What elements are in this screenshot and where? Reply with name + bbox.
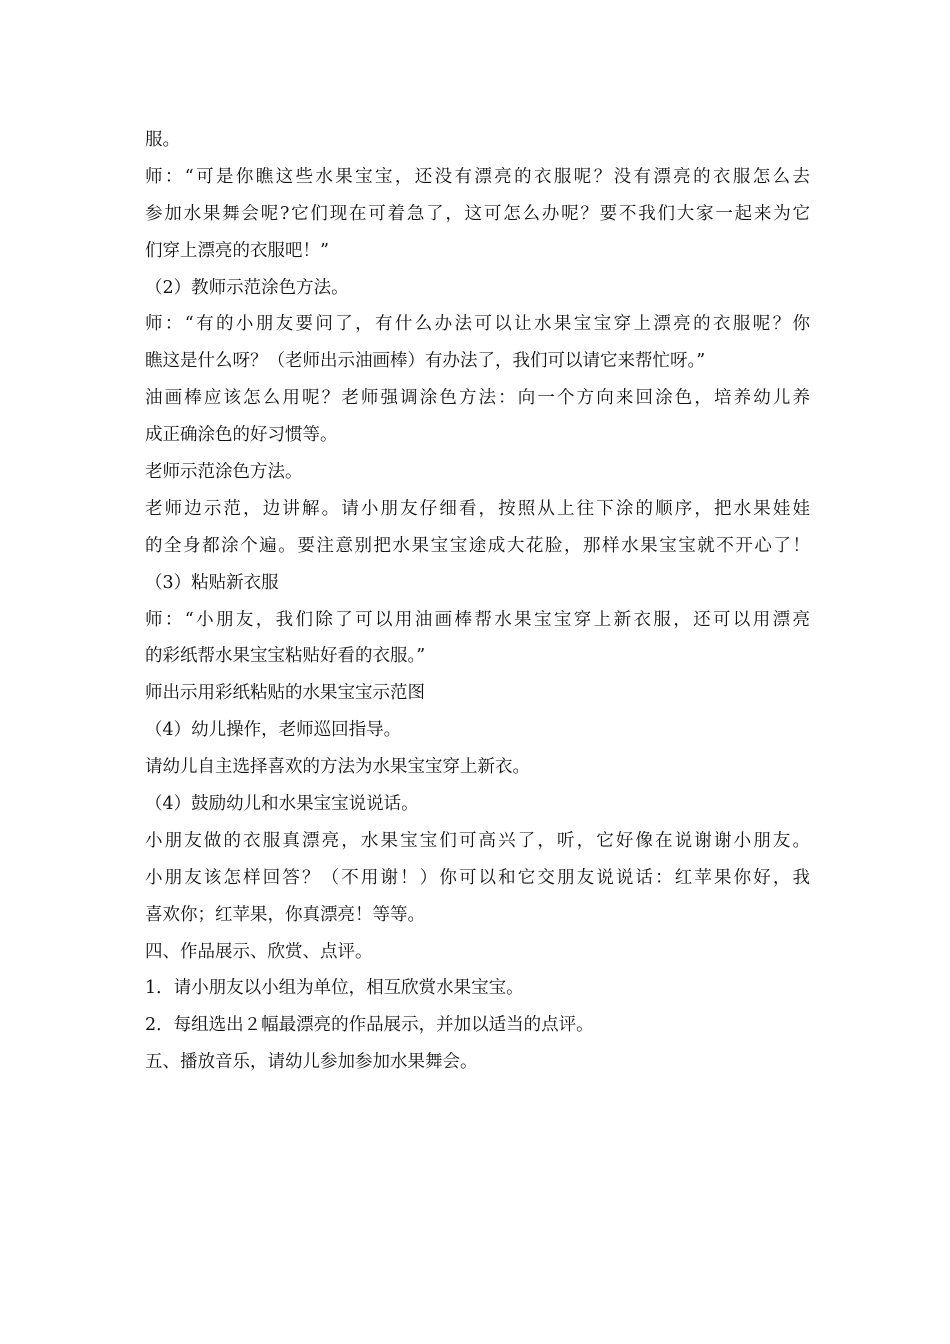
text-line: 参加水果舞会呢?它们现在可着急了，这可怎么办呢？要不我们大家一起来为它 bbox=[145, 203, 810, 224]
text-line: 瞧这是什么呀？（老师出示油画棒）有办法了，我们可以请它来帮忙呀。” bbox=[145, 351, 706, 372]
text-line: 师：“有的小朋友要问了，有什么办法可以让水果宝宝穿上漂亮的衣服呢？你 bbox=[145, 314, 810, 335]
text-line: （4）幼儿操作，老师巡回指导。 bbox=[145, 720, 402, 741]
document-body bbox=[145, 122, 810, 1081]
text-line: （3）粘贴新衣服 bbox=[145, 572, 279, 593]
text-line: 喜欢你；红苹果，你真漂亮！等等。 bbox=[145, 904, 425, 925]
text-line: 老师示范涂色方法。 bbox=[145, 462, 303, 483]
text-line: 1．请小朋友以小组为单位，相互欣赏水果宝宝。 bbox=[145, 978, 524, 999]
text-line: 五、播放音乐，请幼儿参加参加水果舞会。 bbox=[145, 1052, 478, 1073]
text-line: 师：“可是你瞧这些水果宝宝，还没有漂亮的衣服呢？没有漂亮的衣服怎么去 bbox=[145, 166, 810, 187]
text-line: 师：“小朋友，我们除了可以用油画棒帮水果宝宝穿上新衣服，还可以用漂亮 bbox=[145, 609, 810, 630]
text-line: 老师边示范，边讲解。请小朋友仔细看，按照从上往下涂的顺序，把水果娃娃 bbox=[145, 498, 810, 519]
text-line: 2．每组选出２幅最漂亮的作品展示，并加以适当的点评。 bbox=[145, 1015, 594, 1036]
text-line: 请幼儿自主选择喜欢的方法为水果宝宝穿上新衣。 bbox=[145, 757, 530, 778]
text-line: 小朋友做的衣服真漂亮，水果宝宝们可高兴了，听，它好像在说谢谢小朋友。 bbox=[145, 830, 810, 851]
text-line: 四、作品展示、欣赏、点评。 bbox=[145, 941, 373, 962]
text-line: 的全身都涂个遍。要注意别把水果宝宝途成大花脸，那样水果宝宝就不开心了！ bbox=[145, 535, 810, 556]
text-line: 师出示用彩纸粘贴的水果宝宝示范图 bbox=[145, 683, 425, 704]
text-line: 小朋友该怎样回答？（不用谢！）你可以和它交朋友说说话：红苹果你好，我 bbox=[145, 867, 810, 888]
text-line: 成正确涂色的好习惯等。 bbox=[145, 425, 338, 446]
text-line: 们穿上漂亮的衣服吧！” bbox=[145, 240, 329, 261]
text-line: 的彩纸帮水果宝宝粘贴好看的衣服。” bbox=[145, 646, 426, 667]
text-line: （2）教师示范涂色方法。 bbox=[145, 277, 349, 298]
text-line: 服。 bbox=[145, 130, 180, 150]
text-line: （4）鼓励幼儿和水果宝宝说说话。 bbox=[145, 794, 419, 815]
text-line: 油画棒应该怎么用呢？老师强调涂色方法：向一个方向来回涂色，培养幼儿养 bbox=[145, 388, 810, 409]
